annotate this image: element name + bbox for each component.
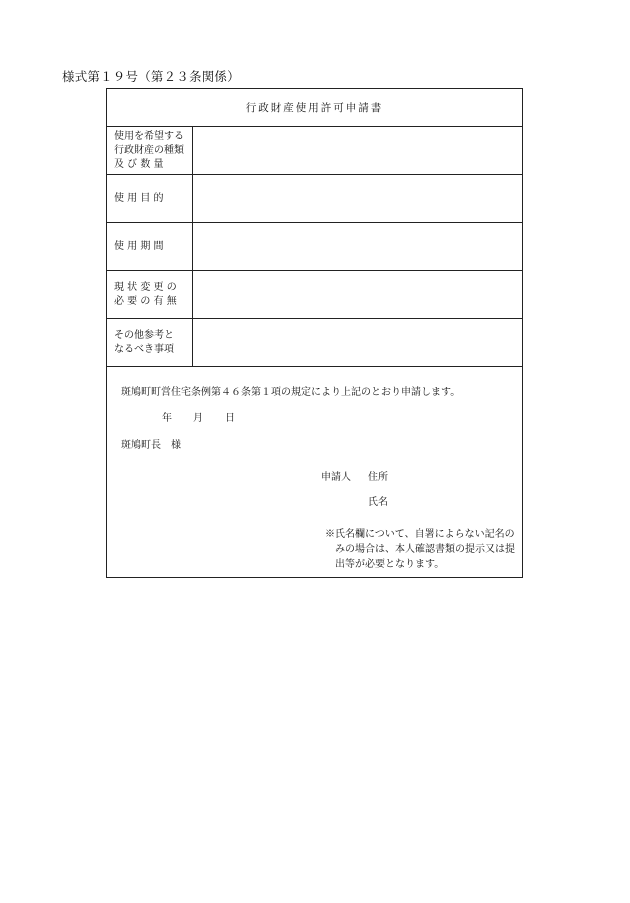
row-label	[107, 271, 193, 318]
declaration-section	[107, 367, 522, 579]
row-property-type	[107, 127, 522, 175]
row-period	[107, 223, 522, 271]
note-line: みの場合は、本人確認書類の提示又は提	[335, 544, 515, 555]
other-notes-field[interactable]	[193, 319, 522, 366]
label-line: 必 要 の 有 無	[114, 295, 177, 307]
note-line: 出等が必要となります。	[335, 559, 445, 570]
addressee: 斑鳩町長 様	[121, 440, 181, 451]
application-form-table	[106, 88, 523, 578]
date-year-label: 年	[162, 413, 172, 424]
row-purpose	[107, 175, 522, 223]
row-label	[107, 127, 193, 174]
label-line: 使 用 目 的	[114, 192, 164, 204]
applicant-label: 申請人	[321, 472, 351, 483]
label-line: 使用を希望する	[114, 130, 184, 142]
row-other-notes	[107, 319, 522, 367]
label-line: 使 用 期 間	[114, 240, 164, 252]
date-month-label: 月	[193, 413, 203, 424]
row-label	[107, 223, 193, 270]
date-day-label: 日	[225, 413, 235, 424]
declaration-text: 斑鳩町町営住宅条例第４６条第１項の規定により上記のとおり申請します。	[121, 387, 461, 398]
form-number: 様式第１９号（第２３条関係）	[62, 69, 240, 84]
address-label: 住所	[368, 472, 388, 483]
form-title: 行政財産使用許可申請書	[107, 89, 522, 127]
purpose-field[interactable]	[193, 175, 522, 222]
label-line: 現 状 変 更 の	[114, 281, 177, 293]
property-type-field[interactable]	[193, 127, 522, 174]
label-line: なるべき事項	[114, 343, 174, 355]
note-line: ※氏名欄について、自署によらない記名の	[325, 529, 515, 540]
label-line: 及 び 数 量	[114, 158, 164, 170]
row-label	[107, 319, 193, 366]
label-line: その他参考と	[114, 329, 174, 341]
alteration-field[interactable]	[193, 271, 522, 318]
row-alteration	[107, 271, 522, 319]
signature-note	[325, 527, 520, 572]
name-label: 氏名	[368, 497, 388, 508]
label-line: 行政財産の種類	[114, 144, 184, 156]
row-label	[107, 175, 193, 222]
period-field[interactable]	[193, 223, 522, 270]
